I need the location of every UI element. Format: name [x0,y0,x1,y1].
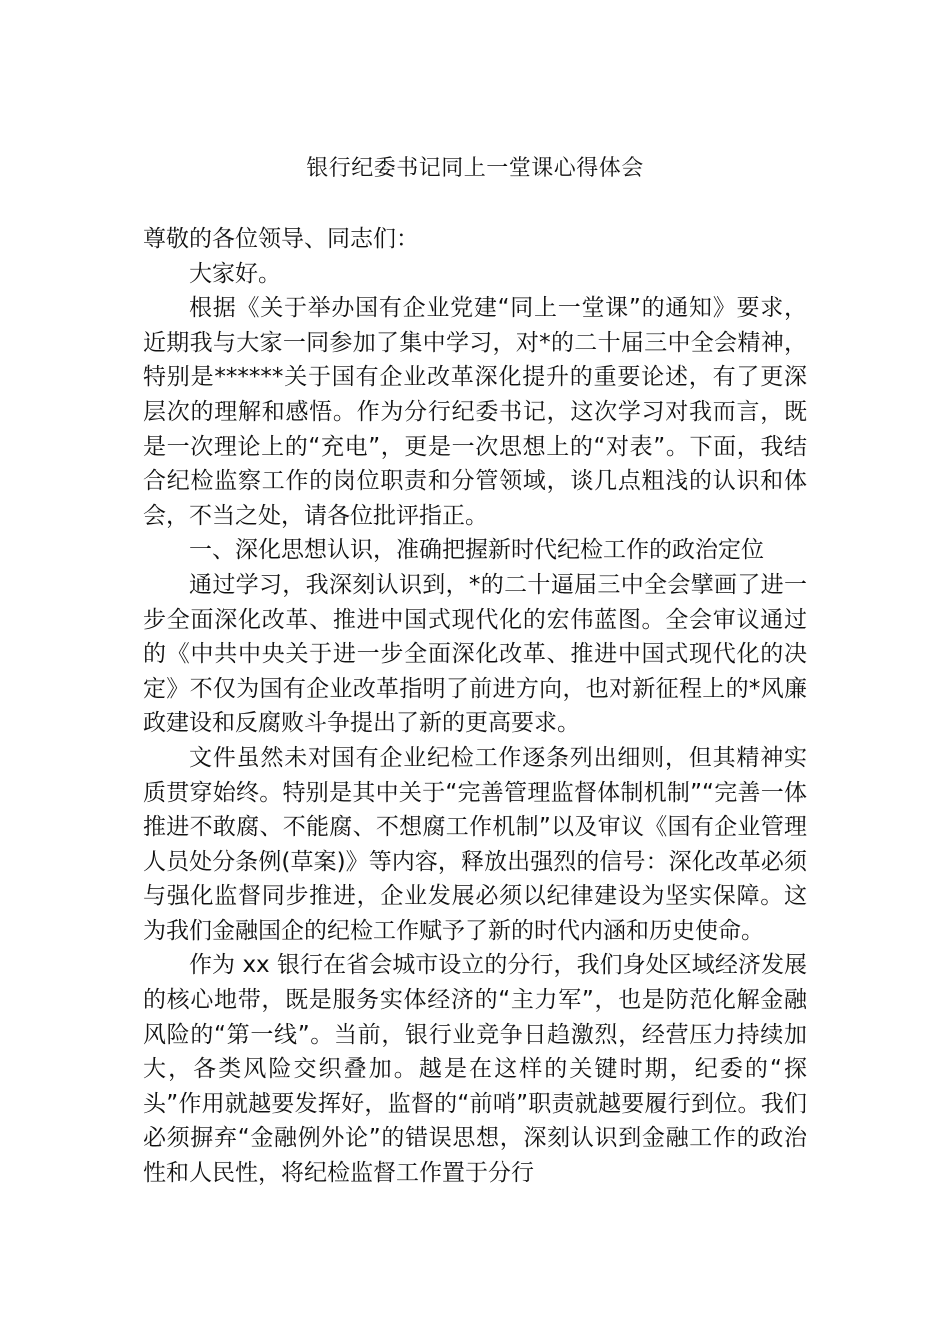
document-body [143,222,807,1191]
paragraph-intro: 根据《关于举办国有企业党建“同上一堂课”的通知》要求，近期我与大家一同参加了集中学习，对*的二十届三中全会精神，特别是******关于国有企业改革深化提升的重要论述，有了更深层次的理解和感悟。作为分行纪委书记，这次学习对我而言，既是一次理论上的“充电”，更是一次思想上的“对表”。下面，我结合纪检监察工作的岗位职责和分管领域，谈几点粗浅的认识和体会，不当之处，请各位批评指正。 [143,295,807,529]
section-heading-1: 一、深化思想认识，准确把握新时代纪检工作的政治定位 [189,537,764,564]
document-title: 银行纪委书记同上一堂课心得体会 [306,156,644,181]
paragraph-body: 文件虽然未对国有企业纪检工作逐条列出细则，但其精神实质贯穿始终。特别是其中关于“完善管理监督体制机制”“完善一体推进不敢腐、不能腐、不想腐工作机制”以及审议《国有企业管理人员处分条例(草案)》等内容，释放出强烈的信号：深化改革必须与强化监督同步推进，企业发展必须以纪律建设为坚实保障。这为我们金融国企的纪检工作赋予了新的时代内涵和历史使命。 [143,744,807,944]
paragraph-greeting: 大家好。 [189,260,281,287]
paragraph-body: 通过学习，我深刻认识到，*的二十逼届三中全会擘画了进一步全面深化改革、推进中国式现代化的宏伟蓝图。全会审议通过的《中共中央关于进一步全面深化改革、推进中国式现代化的决定》不仅为国有企业改革指明了前进方向，也对新征程上的*风廉政建设和反腐败斗争提出了新的更高要求。 [143,571,807,737]
paragraph-body: 作为 xx 银行在省会城市设立的分行，我们身处区域经济发展的核心地带，既是服务实体经济的“主力军”，也是防范化解金融风险的“第一线”。当前，银行业竞争日趋激烈，经营压力持续加大，各类风险交织叠加。越是在这样的关键时期，纪委的“探头”作用就越要发挥好，监督的“前哨”职责就越要履行到位。我们必须摒弃“金融例外论”的错误思想，深刻认识到金融工作的政治性和人民性，将纪检监督工作置于分行 [143,952,807,1187]
salutation: 尊敬的各位领导、同志们： [143,226,419,252]
